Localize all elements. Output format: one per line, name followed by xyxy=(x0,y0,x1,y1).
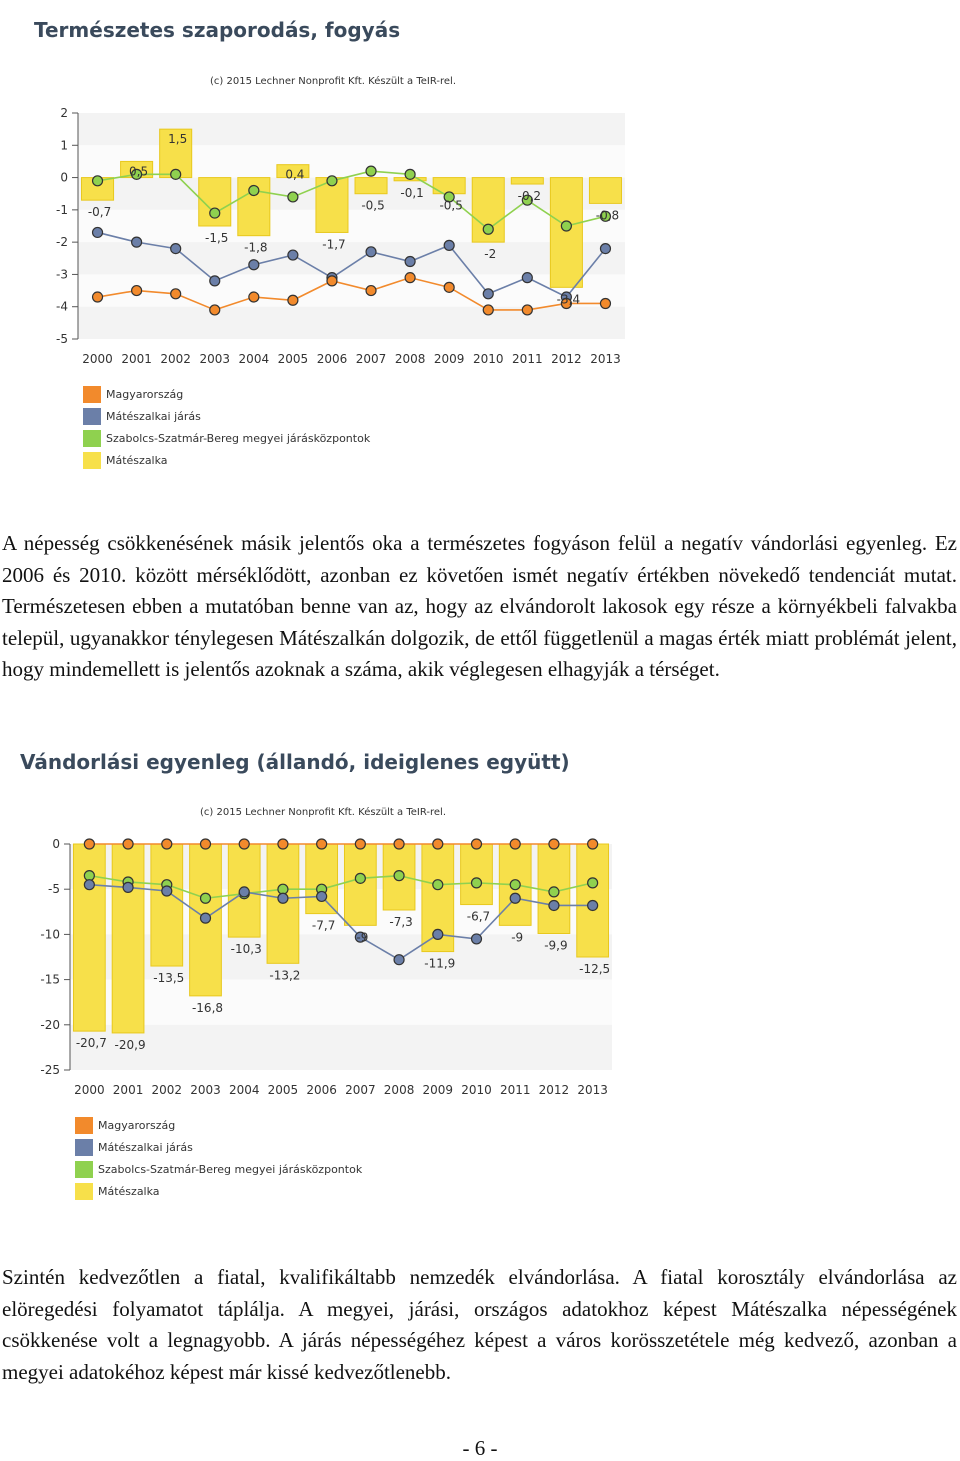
x-tick-label: 2001 xyxy=(121,352,152,366)
legend-label: Mátészalka xyxy=(98,1184,160,1198)
legend-label: Magyarország xyxy=(106,387,184,401)
series-point-2004 xyxy=(249,185,259,195)
series-point-2011 xyxy=(510,880,520,890)
chart-plot-migration-balance xyxy=(0,730,960,1110)
series-point-2003 xyxy=(210,208,220,218)
x-tick-label: 2008 xyxy=(394,352,426,366)
paragraph-migration: A népesség csökkenésének másik jelentős oka a természetes fogyáson felül a negatív vándorlási egyenleg. Ez 2006 és 2010. között mérséklődött, azonban ez követően ismét negatív értékben növekedő tendenciát mutat. Természetesen ebben a mutatóban benne van az, hogy az elvándorolt lakosok egy része a környékbeli falvakba települ, ugyanakkor ténylegesen Mátészalkán dolgozik, de ettől függetlenül a magas érték miatt problémát jelent, hogy mindemellett is jelentős azoknak a száma, akik véglegesen elhagyják a térséget. xyxy=(2,531,957,681)
x-tick-label: 2006 xyxy=(306,1083,337,1097)
series-point-2013 xyxy=(588,878,598,888)
bar-data-label: -0,2 xyxy=(517,189,542,204)
series-point-2005 xyxy=(278,893,288,903)
series-point-2003 xyxy=(210,276,220,286)
series-point-2003 xyxy=(210,305,220,315)
series-point-2013 xyxy=(600,244,610,254)
legend-label: Mátészalka xyxy=(106,453,168,467)
chart-legend xyxy=(75,1114,362,1202)
series-point-2008 xyxy=(394,839,404,849)
paragraph-youth-migration: Szintén kedvezőtlen a fiatal, kvalifikáltabb nemzedék elvándorlása. A fiatal korosztály elvándorlása az elöregedési folyamatot táplálja. A megyei, járási, országos adatokhoz képest Mátészalka népességének csökkenése volt a legnagyobb. A járás népességéhez képest a város korösszetétele még kedvező, azonban a megyei adatokéhoz képest már kissé kedvezőtlenebb. xyxy=(2,1265,957,1384)
x-tick-label: 2006 xyxy=(316,352,348,366)
chart-migration-balance xyxy=(0,730,960,1210)
series-point-2001 xyxy=(132,237,142,247)
series-point-2006 xyxy=(317,891,327,901)
legend-swatch xyxy=(83,386,101,403)
bar-data-label: -20,7 xyxy=(75,1036,107,1051)
x-tick-label: 2007 xyxy=(355,352,387,366)
chart-legend xyxy=(83,383,370,471)
legend-label: Mátészalkai járás xyxy=(106,409,201,423)
bar-data-label: -7,7 xyxy=(311,918,336,933)
series-point-2000 xyxy=(93,176,103,186)
legend-item-jaras xyxy=(83,405,370,427)
series-point-2010 xyxy=(472,839,482,849)
bar-2013 xyxy=(589,178,621,204)
bar-data-label: -1,8 xyxy=(244,240,268,255)
bar-data-label: -13,2 xyxy=(269,968,301,983)
legend-label: Szabolcs-Szatmár-Bereg megyei járásközpontok xyxy=(98,1162,363,1176)
legend-swatch xyxy=(75,1117,93,1134)
x-tick-label: 2002 xyxy=(160,352,191,366)
series-point-2011 xyxy=(522,305,532,315)
series-point-2008 xyxy=(405,169,415,179)
x-tick-label: 2003 xyxy=(190,1083,221,1097)
bar-data-label: 0,5 xyxy=(129,164,149,179)
series-point-2010 xyxy=(472,878,482,888)
bar-2006 xyxy=(306,844,338,914)
series-point-2003 xyxy=(201,913,211,923)
y-tick-label: -3 xyxy=(56,267,68,282)
y-tick-label: -2 xyxy=(56,235,68,250)
series-point-2012 xyxy=(561,221,571,231)
grid-band xyxy=(78,242,625,274)
series-point-2002 xyxy=(171,289,181,299)
series-point-2002 xyxy=(162,839,172,849)
bar-data-label: -9 xyxy=(356,930,369,945)
x-tick-label: 2009 xyxy=(422,1083,454,1097)
y-tick-label: 1 xyxy=(60,138,68,153)
y-tick-label: -10 xyxy=(40,927,60,942)
legend-swatch xyxy=(83,430,101,447)
series-point-2010 xyxy=(483,305,493,315)
x-tick-label: 2013 xyxy=(590,352,621,366)
series-point-2006 xyxy=(327,176,337,186)
bar-data-label: -10,3 xyxy=(230,942,262,957)
chart-plot-natural-increase xyxy=(0,0,960,380)
legend-item-magyarorszag xyxy=(75,1114,362,1136)
bar-2002 xyxy=(151,844,183,966)
series-point-2009 xyxy=(433,839,443,849)
bar-data-label: -3,4 xyxy=(556,292,581,307)
x-tick-label: 2010 xyxy=(461,1083,492,1097)
series-point-2012 xyxy=(549,839,559,849)
legend-label: Mátészalkai járás xyxy=(98,1140,193,1154)
page-number: - 6 - xyxy=(462,1436,498,1460)
series-point-2006 xyxy=(327,276,337,286)
series-point-2002 xyxy=(162,886,172,896)
bar-data-label: -6,7 xyxy=(466,909,491,924)
series-point-2002 xyxy=(171,244,181,254)
x-tick-label: 2000 xyxy=(82,352,113,366)
series-point-2010 xyxy=(483,224,493,234)
x-tick-label: 2001 xyxy=(112,1083,144,1097)
bar-data-label: -0,7 xyxy=(87,205,112,220)
series-point-2006 xyxy=(317,839,327,849)
y-tick-label: -5 xyxy=(48,882,60,897)
grid-band xyxy=(78,274,625,306)
bar-data-label: -13,5 xyxy=(153,971,185,986)
series-point-2001 xyxy=(123,882,133,892)
bar-data-label: -9,9 xyxy=(544,938,568,953)
series-point-2007 xyxy=(355,839,365,849)
series-point-2007 xyxy=(366,286,376,296)
bar-2001 xyxy=(112,844,144,1033)
bar-2011 xyxy=(511,178,543,184)
x-tick-label: 2000 xyxy=(74,1083,105,1097)
series-point-2001 xyxy=(123,839,133,849)
legend-label: Szabolcs-Szatmár-Bereg megyei járásközpontok xyxy=(106,431,371,445)
bar-2010 xyxy=(461,844,493,905)
y-tick-label: -15 xyxy=(40,972,60,987)
series-point-2004 xyxy=(249,260,259,270)
y-tick-label: -25 xyxy=(40,1063,60,1077)
y-tick-label: 2 xyxy=(60,106,68,120)
x-tick-label: 2011 xyxy=(512,352,543,366)
series-point-2007 xyxy=(355,873,365,883)
y-tick-label: -20 xyxy=(40,1017,60,1032)
bar-data-label: -0,5 xyxy=(361,198,385,213)
series-point-2005 xyxy=(288,192,298,202)
bar-data-label: -12,5 xyxy=(579,962,611,976)
x-tick-label: 2013 xyxy=(577,1083,608,1097)
bar-data-label: -1,7 xyxy=(322,237,346,252)
series-point-2003 xyxy=(201,893,211,903)
chart-credit: (c) 2015 Lechner Nonprofit Kft. Készült a TeIR-rel. xyxy=(200,807,447,818)
x-tick-label: 2012 xyxy=(538,1083,570,1097)
legend-swatch xyxy=(75,1139,93,1156)
bar-2007 xyxy=(355,178,387,194)
legend-item-mateszalka xyxy=(83,449,370,471)
series-point-2004 xyxy=(249,292,259,302)
bar-data-label: 0,4 xyxy=(285,167,305,182)
series-point-2005 xyxy=(288,295,298,305)
series-point-2003 xyxy=(201,839,211,849)
bar-data-label: -20,9 xyxy=(114,1037,146,1052)
series-point-2004 xyxy=(239,839,249,849)
series-point-2013 xyxy=(600,298,610,308)
series-point-2008 xyxy=(405,273,415,283)
series-point-2011 xyxy=(510,839,520,849)
series-point-2002 xyxy=(171,169,181,179)
series-point-2004 xyxy=(239,887,249,897)
bar-data-label: -0,1 xyxy=(400,185,424,200)
legend-item-megye xyxy=(83,427,370,449)
y-tick-label: 0 xyxy=(60,170,68,185)
series-point-2000 xyxy=(84,880,94,890)
legend-label: Magyarország xyxy=(98,1118,176,1132)
x-tick-label: 2004 xyxy=(238,352,270,366)
series-point-2000 xyxy=(84,839,94,849)
series-point-2000 xyxy=(93,292,103,302)
chart-credit: (c) 2015 Lechner Nonprofit Kft. Készült a TeIR-rel. xyxy=(210,76,457,87)
bar-data-label: -0,8 xyxy=(595,208,620,223)
legend-swatch xyxy=(83,408,101,425)
bar-data-label: -7,3 xyxy=(389,914,413,929)
y-tick-label: -4 xyxy=(56,299,68,314)
series-point-2007 xyxy=(366,166,376,176)
series-point-2010 xyxy=(483,289,493,299)
x-tick-label: 2005 xyxy=(267,1083,299,1097)
bar-data-label: -16,8 xyxy=(191,1000,224,1015)
series-point-2005 xyxy=(278,839,288,849)
series-point-2008 xyxy=(394,955,404,965)
x-tick-label: 2005 xyxy=(277,352,309,366)
bar-2012 xyxy=(550,178,582,288)
series-point-2012 xyxy=(549,900,559,910)
series-point-2009 xyxy=(444,240,454,250)
x-tick-label: 2012 xyxy=(551,352,582,366)
x-tick-label: 2011 xyxy=(499,1083,531,1097)
series-point-2009 xyxy=(433,880,443,890)
grid-band xyxy=(70,980,612,1025)
legend-swatch xyxy=(75,1183,93,1200)
bar-data-label: -2 xyxy=(484,247,497,262)
series-point-2010 xyxy=(472,934,482,944)
grid-band xyxy=(70,1025,612,1070)
y-tick-label: -1 xyxy=(56,202,68,217)
legend-swatch xyxy=(75,1161,93,1178)
bar-data-label: 1,5 xyxy=(168,132,188,147)
series-point-2011 xyxy=(522,273,532,283)
bar-2007 xyxy=(344,844,376,925)
series-point-2011 xyxy=(510,893,520,903)
series-point-2008 xyxy=(405,257,415,267)
bar-data-label: -1,5 xyxy=(205,231,229,245)
chart-title: Vándorlási egyenleg (állandó, ideiglenes együtt) xyxy=(20,750,570,774)
x-tick-label: 2003 xyxy=(199,352,231,366)
series-point-2009 xyxy=(433,929,443,939)
bar-data-label: -9 xyxy=(511,930,524,945)
series-point-2012 xyxy=(549,887,559,897)
series-point-2001 xyxy=(132,286,142,296)
y-tick-label: 0 xyxy=(52,837,60,851)
legend-item-mateszalka xyxy=(75,1180,362,1202)
bar-data-label: -11,9 xyxy=(424,956,456,971)
bar-data-label: -0,5 xyxy=(439,198,463,213)
x-tick-label: 2007 xyxy=(345,1083,376,1097)
series-point-2013 xyxy=(588,900,598,910)
grid-band xyxy=(78,210,625,242)
x-tick-label: 2009 xyxy=(433,352,465,366)
legend-item-magyarorszag xyxy=(83,383,370,405)
series-point-2008 xyxy=(394,871,404,881)
x-tick-label: 2004 xyxy=(228,1083,260,1097)
y-tick-label: -5 xyxy=(56,332,68,346)
legend-item-megye xyxy=(75,1158,362,1180)
chart-natural-increase xyxy=(0,0,960,480)
series-point-2005 xyxy=(288,250,298,260)
legend-swatch xyxy=(83,452,101,469)
x-tick-label: 2010 xyxy=(472,352,504,366)
x-tick-label: 2002 xyxy=(151,1083,183,1097)
series-point-2013 xyxy=(588,839,598,849)
series-point-2009 xyxy=(444,282,454,292)
grid-band xyxy=(78,307,625,339)
series-point-2007 xyxy=(366,247,376,257)
chart-title: Természetes szaporodás, fogyás xyxy=(34,18,401,42)
legend-item-jaras xyxy=(75,1136,362,1158)
series-point-2000 xyxy=(93,227,103,237)
x-tick-label: 2008 xyxy=(383,1083,415,1097)
